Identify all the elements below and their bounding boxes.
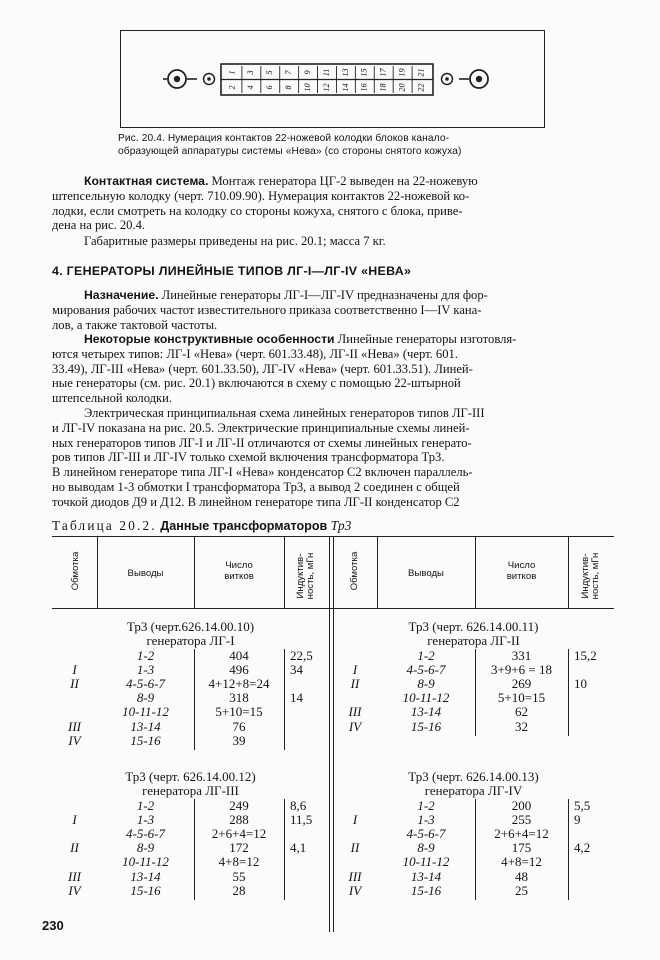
terminals-cell: 10-11-12 xyxy=(122,704,169,720)
winding-cell: IV xyxy=(68,882,81,898)
winding-cell: III xyxy=(348,868,362,884)
block-title: Тр3 (черт. 626.14.00.11) xyxy=(408,619,539,634)
turns-cell: 288 xyxy=(229,812,249,828)
design-line-1: Линейные генераторы изготовля- xyxy=(334,332,517,346)
contact-line-3: лодки, если смотреть на колодку со стороны кожуха, снятого с блока, приве- xyxy=(52,203,463,218)
terminals-cell: 4-5-6-7 xyxy=(406,662,446,678)
pin-label-top: 9 xyxy=(302,70,312,75)
terminals-cell: 1-2 xyxy=(417,798,435,813)
terminals-cell: 8-9 xyxy=(136,840,155,856)
terminals-cell: 8-9 xyxy=(136,690,155,706)
pin-label-bottom: 10 xyxy=(302,83,312,92)
circuit-line-5: В линейном генераторе типа ЛГ-I «Нева» конденсатор C2 включен параллель- xyxy=(52,465,473,480)
col-divider xyxy=(284,536,285,608)
inductance-cell: 10 xyxy=(574,676,587,692)
right-pin-icon xyxy=(442,74,453,85)
table-title xyxy=(52,518,352,534)
left-pin-icon xyxy=(204,74,215,85)
block-title: Тр3 (черт.626.14.00.10) xyxy=(126,619,255,634)
winding-cell: III xyxy=(348,704,362,720)
col-divider xyxy=(284,799,285,900)
header-winding: Обмотка xyxy=(70,551,81,591)
section-heading: 4. ГЕНЕРАТОРЫ ЛИНЕЙНЫЕ ТИПОВ ЛГ-I—ЛГ-IV «НЕВА» xyxy=(52,264,412,278)
pin-label-top: 7 xyxy=(284,70,294,75)
page-number: 230 xyxy=(42,918,64,933)
center-divider xyxy=(329,536,330,932)
block-subtitle: генератора ЛГ-III xyxy=(142,783,239,798)
header-turns-line1: Число xyxy=(225,560,253,571)
figure-caption xyxy=(118,132,558,158)
terminals-cell: 13-14 xyxy=(130,868,161,884)
turns-cell: 318 xyxy=(229,690,249,706)
terminals-cell: 1-2 xyxy=(417,648,435,663)
design-lead: Некоторые конструктивные особенности xyxy=(84,332,335,346)
purpose-line-2: мирования рабочих частот известительного приказа соответственно I—IV кана- xyxy=(52,302,482,317)
pin-label-bottom: 6 xyxy=(265,85,275,90)
terminals-cell: 10-11-12 xyxy=(402,690,450,706)
turns-cell: 55 xyxy=(232,868,246,884)
transformer-table xyxy=(52,536,614,932)
circuit-line-4: ров типов ЛГ-III и ЛГ-IV только схемой включения трансформатора Тр3. xyxy=(52,450,445,465)
inductance-cell: 34 xyxy=(290,662,303,678)
col-divider xyxy=(568,799,569,900)
terminals-cell: 13-14 xyxy=(410,704,442,720)
inductance-cell: 14 xyxy=(290,690,303,706)
terminals-cell: 1-2 xyxy=(136,798,155,813)
pin-label-bottom: 22 xyxy=(416,83,426,92)
pin-label-bottom: 8 xyxy=(284,85,294,90)
pin-label-bottom: 14 xyxy=(340,83,350,92)
turns-cell: 269 xyxy=(511,676,532,692)
terminals-cell: 13-14 xyxy=(410,868,442,884)
inductance-cell: 4,1 xyxy=(290,840,307,856)
turns-cell: 5+10=15 xyxy=(497,690,546,706)
caption-line-1: Рис. 20.4. Нумерация контактов 22-ножевой колодки блоков канало- xyxy=(118,133,450,144)
winding-cell: I xyxy=(72,812,77,828)
inductance-cell: 11,5 xyxy=(290,812,313,828)
turns-cell: 28 xyxy=(232,882,246,898)
table-title-symbol: Тр3 xyxy=(330,518,352,533)
circuit-paragraph xyxy=(52,406,612,510)
terminals-cell: 10-11-12 xyxy=(402,854,450,870)
turns-cell: 249 xyxy=(229,798,249,813)
header-turns-line2: витков xyxy=(506,571,537,582)
winding-cell: II xyxy=(350,676,360,692)
contact-line-1: Монтаж генератора ЦГ-2 выведен на 22-ножевую xyxy=(208,174,478,188)
design-line-3: 33.49), ЛГ-III «Нева» (черт. 601.33.50), ЛГ-IV «Нева» (черт. 601.33.51). Линей- xyxy=(52,361,473,376)
turns-cell: 255 xyxy=(511,812,532,828)
terminals-cell: 10-11-12 xyxy=(122,854,169,870)
pin-label-bottom: 18 xyxy=(378,83,388,92)
design-line-2: ются четырех типов: ЛГ-I «Нева» (черт. 601.33.48), ЛГ-II «Нева» (черт. 601. xyxy=(52,346,458,361)
connector-diagram xyxy=(163,58,493,100)
winding-cell: II xyxy=(70,840,79,856)
purpose-lead: Назначение. xyxy=(84,288,159,302)
inductance-cell: 5,5 xyxy=(574,798,591,813)
design-line-5: штепсельной колодки. xyxy=(52,391,173,406)
inductance-cell: 8,6 xyxy=(290,798,307,813)
block-title: Тр3 (черт. 626.14.00.13) xyxy=(408,769,539,784)
winding-cell: IV xyxy=(68,732,81,748)
winding-cell: I xyxy=(352,812,358,828)
winding-cell: I xyxy=(352,662,358,678)
col-divider xyxy=(568,536,569,608)
turns-cell: 404 xyxy=(229,648,249,663)
winding-cell: II xyxy=(350,840,360,856)
turns-cell: 2+6+4=12 xyxy=(494,826,549,842)
pin-label-top: 11 xyxy=(321,68,331,77)
terminals-cell: 15-16 xyxy=(130,882,161,898)
purpose-paragraph xyxy=(52,288,612,332)
header-terminals: Выводы xyxy=(127,568,164,579)
contact-line-2: штепсельную колодку (черт. 710.09.90). Нумерация контактов 22-ножевой ко- xyxy=(52,188,470,203)
pin-label-bottom: 20 xyxy=(397,83,407,92)
pin-label-top: 21 xyxy=(416,68,426,77)
turns-cell: 175 xyxy=(511,840,532,856)
terminals-cell: 4-5-6-7 xyxy=(126,826,165,842)
terminals-cell: 13-14 xyxy=(130,718,161,734)
circuit-line-1: Электрическая принципиальная схема линейных генераторов типов ЛГ-III xyxy=(84,406,485,420)
winding-cell: IV xyxy=(348,882,362,898)
pin-label-top: 1 xyxy=(227,70,237,75)
contact-line-4: дена на рис. 20.4. xyxy=(52,218,146,233)
pin-label-top: 19 xyxy=(397,68,407,77)
pin-label-top: 15 xyxy=(359,68,369,77)
pin-label-top: 17 xyxy=(378,68,388,77)
circuit-line-7: точкой диодов Д9 и Д12. В линейном генераторе типа ЛГ-II конденсатор C2 xyxy=(52,494,460,509)
terminals-cell: 1-3 xyxy=(417,812,435,828)
terminals-cell: 15-16 xyxy=(130,732,161,748)
pin-label-top: 5 xyxy=(265,70,275,75)
inductance-cell: 22,5 xyxy=(290,648,313,663)
turns-cell: 4+12+8=24 xyxy=(208,676,270,692)
contact-lead: Контактная система. xyxy=(84,174,209,188)
winding-cell: III xyxy=(68,868,81,884)
table-number: Таблица 20.2. xyxy=(52,518,157,533)
turns-cell: 4+8=12 xyxy=(218,854,260,870)
block-title: Тр3 (черт. 626.14.00.12) xyxy=(125,769,256,784)
design-paragraph xyxy=(52,332,612,406)
winding-cell: IV xyxy=(348,718,362,734)
circuit-line-2: и ЛГ-IV показана на рис. 20.5. Электрические принципиальные схемы линей- xyxy=(52,420,470,435)
turns-cell: 172 xyxy=(229,840,249,856)
block-subtitle: генератора ЛГ-II xyxy=(427,633,520,648)
turns-cell: 76 xyxy=(232,718,246,734)
pin-label-bottom: 4 xyxy=(246,85,256,90)
winding-cell: III xyxy=(68,718,81,734)
pin-label-top: 3 xyxy=(246,70,256,75)
turns-cell: 3+9+6 = 18 xyxy=(491,662,552,678)
table-title-text: Данные трансформаторов xyxy=(156,519,331,533)
right-screw-icon xyxy=(459,70,488,88)
turns-cell: 331 xyxy=(511,648,532,663)
terminals-cell: 4-5-6-7 xyxy=(126,676,165,692)
winding-cell: II xyxy=(70,676,79,692)
header-turns xyxy=(475,560,568,582)
purpose-line-1: Линейные генераторы ЛГ-I—ЛГ-IV предназначены для фор- xyxy=(158,288,488,302)
turns-cell: 4+8=12 xyxy=(501,854,542,870)
terminals-cell: 8-9 xyxy=(417,676,435,692)
design-line-4: ные генераторы (см. рис. 20.1) включаются в схему с помощью 22-штырной xyxy=(52,376,461,391)
terminals-cell: 1-3 xyxy=(136,812,155,828)
inductance-cell: 15,2 xyxy=(574,648,597,663)
turns-cell: 25 xyxy=(515,882,528,898)
terminals-cell: 8-9 xyxy=(417,840,435,856)
pin-label-bottom: 2 xyxy=(227,85,237,90)
turns-cell: 62 xyxy=(515,704,528,720)
turns-cell: 200 xyxy=(511,798,532,813)
contact-system-paragraph xyxy=(52,174,612,233)
block-subtitle: генератора ЛГ-IV xyxy=(424,783,523,798)
pin-label-bottom: 16 xyxy=(359,83,369,92)
turns-cell: 32 xyxy=(515,718,528,734)
circuit-line-3: ных генераторов типов ЛГ-I и ЛГ-II отличаются от схемы линейных генерато- xyxy=(52,435,472,450)
dimensions-paragraph: Габаритные размеры приведены на рис. 20.1; масса 7 кг. xyxy=(84,234,386,248)
header-winding: Обмотка xyxy=(349,551,360,591)
terminals-cell: 1-3 xyxy=(136,662,155,678)
block-subtitle: генератора ЛГ-I xyxy=(146,633,235,648)
header-inductance: Индуктив-ность, мГн xyxy=(580,552,601,600)
header-inductance: Индуктив-ность, мГн xyxy=(295,552,316,600)
turns-cell: 5+10=15 xyxy=(215,704,263,720)
terminals-cell: 4-5-6-7 xyxy=(406,826,446,842)
circuit-line-6: но выводам 1-3 обмотки I трансформатора Тр3, а вывод 2 соединен с общей xyxy=(52,479,460,494)
terminals-cell: 1-2 xyxy=(136,648,155,663)
header-turns xyxy=(194,560,284,582)
terminals-cell: 15-16 xyxy=(410,718,442,734)
turns-cell: 48 xyxy=(515,868,528,884)
inductance-cell: 9 xyxy=(574,812,581,828)
col-divider xyxy=(284,649,285,750)
header-turns-line2: витков xyxy=(224,571,254,582)
turns-cell: 496 xyxy=(229,662,249,678)
header-terminals: Выводы xyxy=(408,568,444,579)
terminals-cell: 15-16 xyxy=(410,882,442,898)
pin-label-bottom: 12 xyxy=(321,83,331,92)
caption-line-2: образующей аппаратуры системы «Нева» (со стороны снятого кожуха) xyxy=(118,146,462,157)
turns-cell: 2+6+4=12 xyxy=(211,826,267,842)
col-divider xyxy=(568,649,569,736)
turns-cell: 39 xyxy=(232,732,246,748)
left-screw-icon xyxy=(163,70,197,88)
pin-label-top: 13 xyxy=(340,68,350,77)
inductance-cell: 4,2 xyxy=(574,840,591,856)
winding-cell: I xyxy=(72,662,77,678)
header-turns-line1: Число xyxy=(507,560,536,571)
purpose-line-3: лов, а также тактовой частоты. xyxy=(52,317,218,332)
